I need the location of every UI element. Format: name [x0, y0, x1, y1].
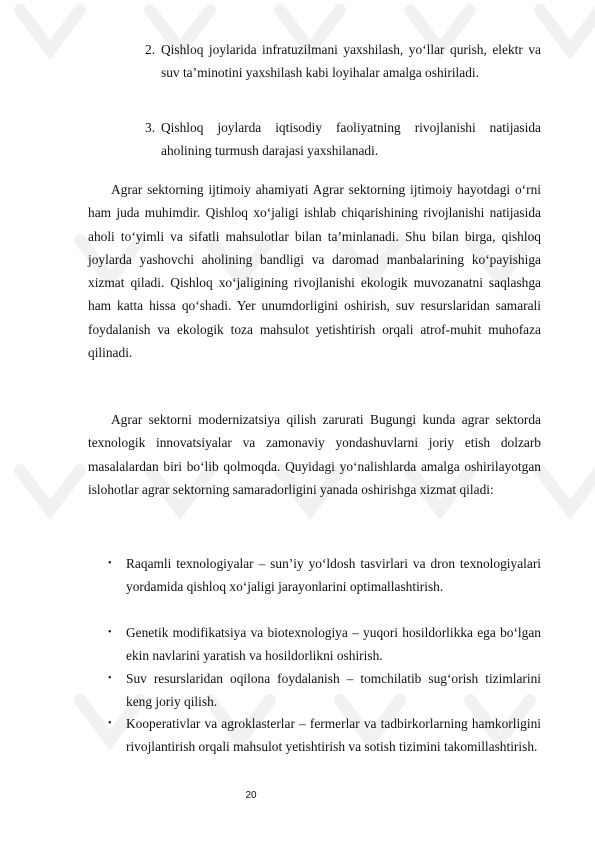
numbered-list-item [145, 117, 541, 162]
bullet-list-item [108, 622, 541, 667]
page-number: 20 [245, 790, 257, 801]
bullet-icon: • [108, 718, 112, 729]
list-number: 2. [145, 42, 156, 57]
bullet-list-item [108, 553, 541, 598]
list-item-text: Qishloq joylarda iqtisodiy faoliyatning rivojlanishi natijasida aholining turmush darajasi yaxshilanadi. [161, 120, 541, 158]
bullet-icon: • [108, 673, 112, 684]
bullet-list-item [108, 668, 541, 713]
list-number: 3. [145, 120, 156, 135]
numbered-list-item [145, 39, 541, 84]
list-item-text: Genetik modifikatsiya va biotexnologiya – yuqori hosildorlikka ega bo‘lgan ekin navlarini yaratish va hosildorlikni oshirish. [126, 625, 541, 663]
bullet-icon: • [108, 558, 112, 569]
bullet-list-item [108, 713, 541, 758]
list-item-text: Raqamli texnologiyalar – sun’iy yo‘ldosh tasvirlari va dron texnologiyalari yordamida qishloq xo‘jaligi jarayonlarini optimallashtirish. [126, 556, 541, 594]
paragraph-modernization: Agrar sektorni modernizatsiya qilish zarurati Bugungi kunda agrar sektorda texnologik innovatsiyalar va zamonaviy yondashuvlarni joriy etish dolzarb masalalardan biri bo‘lib qolmoqda. Quyidagi yo‘nalishlarda amalga oshirilayotgan islohotlar agrar sektorning samaradorligini yanada oshirishga xizmat qiladi: [88, 412, 541, 497]
list-item-text: Qishloq joylarida infratuzilmani yaxshilash, yo‘llar qurish, elektr va suv ta’minotini yaxshilash kabi loyihalar amalga oshiriladi. [161, 42, 541, 80]
paragraph-social-importance: Agrar sektorning ijtimoiy ahamiyati Agrar sektorning ijtimoiy hayotdagi o‘rni ham juda muhimdir. Qishloq xo‘jaligi ishlab chiqarishining rivojlanishi natijasida aholi to‘yimli va sifatli mahsulotlar bilan ta’minlanadi. Shu bilan birga, qishloq joylarda yashovchi aholining bandligi va daromad manbalarining ko‘payishiga xizmat qiladi. Qishloq xo‘jaligining rivojlanishi ekologik muvozanatni saqlashga ham katta hissa qo‘shadi. Yer unumdorligini oshirish, suv resurslaridan samarali foydalanish va ekologik toza mahsulot yetishtirish orqali atrof-muhit muhofaza qilinadi. [88, 182, 541, 361]
list-item-text: Kooperativlar va agroklasterlar – fermerlar va tadbirkorlarning hamkorligini rivojlantirish orqali mahsulot yetishtirish va sotish tizimini takomillashtirish. [126, 716, 541, 754]
list-item-text: Suv resurslaridan oqilona foydalanish – tomchilatib sug‘orish tizimlarini keng joriy qilish. [126, 671, 541, 709]
bullet-icon: • [108, 627, 112, 638]
